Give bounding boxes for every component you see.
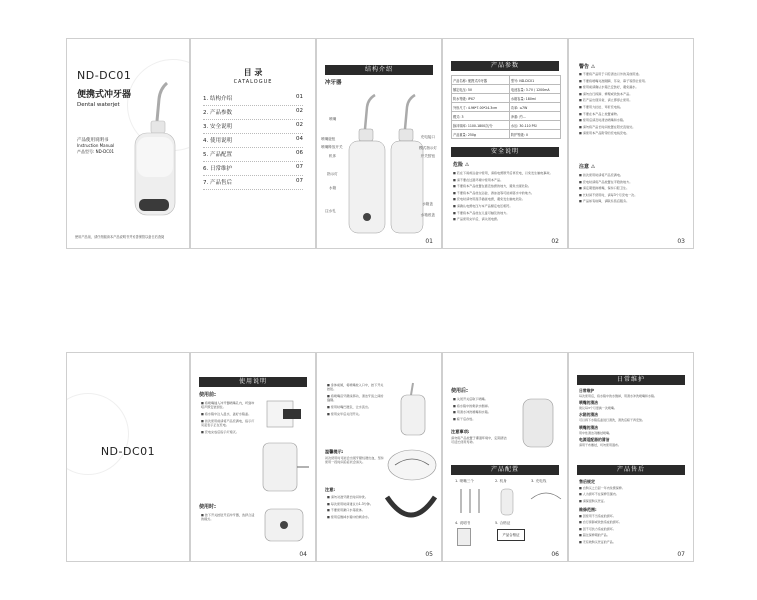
teeth-illustration [383,489,439,529]
list-item: ■ 充电完成后指示灯熄灭。 [201,430,255,434]
toc-item-label: 1. 结构介绍 [203,96,232,102]
params-header: 产品参数 [451,61,559,71]
cover-model: ND-DC01 [77,69,132,82]
table-cell: 模式: 3 [452,112,510,121]
maintenance-panel [568,352,694,562]
warnings-panel [568,38,694,249]
cable-illustration [529,489,563,509]
body-illustration [497,485,517,517]
config-item-manual: 4. 说明书 [455,521,471,525]
device-in-hand-illustration [391,379,437,439]
toc-item[interactable] [203,122,303,134]
table-cell: 水压: 30-110 PSI [509,121,560,130]
list-item: ■ 使用前请确认水箱已安装好，避免漏水。 [579,85,687,89]
nozzles-illustration [455,485,485,515]
toc-item-page: 07 [296,178,303,184]
right-label-tank-cap: 水箱盖 [422,202,433,206]
danger-title [453,161,469,168]
list-item: ■ 自行拆卸或改装造成的损坏。 [579,520,687,524]
in-use-list [201,513,255,524]
warning-triangle-icon: ⚠ [590,64,596,70]
tip-text: 初次使用时可能会出现牙龈轻微出血，坚持使用一段时间后症状会消失。 [325,456,384,465]
table-cell: 型号: ND-DC01 [509,76,560,85]
toc-item-label: 3. 安全说明 [203,124,232,130]
maintenance-sections [579,388,685,449]
table-cell: 防护等级: II [509,130,560,139]
section-text: 用中性清洁剂擦拭喷嘴。 [579,430,613,435]
warning-triangle-icon: ⚠ [590,164,596,170]
section-text: 建议每3个月更换一次喷嘴。 [579,406,617,411]
danger-list [453,171,561,224]
back-cover-model: ND-DC01 [100,445,156,458]
page-number: 02 [551,238,559,245]
section-title: 喷嘴的清洁 [579,400,598,406]
list-item: ■ 若产品出现异常，请立即停止使用。 [579,98,687,102]
list-item: ■ 请定期更换喷嘴，保持口腔卫生。 [579,186,687,190]
config-item-cable: 3. 充电线 [531,479,547,483]
list-item: ■ 不要将喷嘴对准眼睛、耳朵、鼻子等部位使用。 [579,79,687,83]
config-note-text: 请勿将产品放置于潮湿环境中，定期清洁可延长使用寿命。 [451,436,507,445]
cover-title-cn: 便携式冲牙器 [77,90,132,100]
mouth-illustration [385,445,439,483]
toc-item[interactable] [203,164,303,176]
after-sales-header: 产品售后 [577,465,685,475]
config-item-body: 2. 机身 [495,479,507,483]
charging-illustration [255,437,311,497]
section-text: 请用干布擦拭，切勿使用湿布。 [579,442,622,447]
list-item: ■ 每次使用时间建议为1-3分钟。 [327,502,385,506]
table-cell: 防水等级: IPX7 [452,94,510,103]
list-item: ■ 请不要在过湿环境中使用本产品。 [453,178,561,182]
table-row [452,76,561,85]
list-item: ■ 不要将产品用于口腔清洁以外的其他用途。 [579,72,687,76]
list-item: ■ 不要将本产品放置在靠近热源的地方，避免出现危险。 [453,184,561,188]
config-panel [442,352,568,562]
table-cell: 功率: ≤7W [509,103,560,112]
params-panel [442,38,568,249]
params-table [451,75,561,139]
notice-title [579,163,595,170]
list-item: ■ 长时间不使用时，请每3个月充电一次。 [579,193,687,197]
manual-booklet-icon [457,528,471,546]
table-cell: 外形尺寸: 4.96*7.00*24.3cm [452,103,510,112]
toc-item-label: 4. 使用说明 [203,138,232,144]
section-title: 喷嘴的清洁 [579,424,598,430]
list-item: ■ 不要将本产品放在儿童可触及的地方。 [453,211,561,215]
list-item: ■ 将水箱中的剩余水倒掉。 [453,404,507,408]
list-item: ■ 使用后请及时清洁喷嘴和水箱。 [579,118,687,122]
in-use-title: 使用时: [199,504,216,510]
safety-header: 安全说明 [451,147,559,157]
device-front-illustration [347,89,387,239]
certificate-card-label: 产品合格证 [502,533,520,537]
usage-panel [190,352,316,562]
list-item: ■ 若在下雨或浴盆中使用，请将电源断开后再充电，以免发生触电事故。 [453,171,561,175]
list-item: ■ 请确认电源电压与本产品额定电压相符。 [453,204,561,208]
table-cell: 额定电压: 5V [452,85,510,94]
toc-item-page: 02 [296,108,303,114]
power-button-illustration [259,505,309,545]
cover-manual-en: Instruction Manual [77,143,115,148]
list-item: ■ 不要使用漱口水等液体。 [327,508,385,512]
table-row [452,121,561,130]
note-list [327,495,385,521]
toc-panel [190,38,316,249]
config-item-nozzles: 1. 喷嘴三个 [455,479,474,483]
list-item: ■ 产品如有故障，请联系售后服务。 [579,199,687,203]
section-text: 可以拆下水箱底盖进行清洗，清洗后晾干再安装。 [579,418,646,423]
table-row [452,103,561,112]
cover-model-line: 产品型号: ND-DC01 [77,149,115,154]
list-item: ■ 关闭开关后取下喷嘴。 [453,397,507,401]
left-label-nozzle-knob: 喷嘴旋钮 [321,137,336,141]
list-item: ■ 将喷嘴沿牙龈线移动，清洁牙齿之间的缝隙。 [327,394,385,403]
page-number: 06 [551,551,559,558]
toc-item[interactable] [203,136,303,148]
table-row [452,130,561,139]
cover-panel [66,38,190,249]
list-item: ■ 请保留购买凭证。 [579,499,687,503]
right-label-tank-bottom: 水箱底盖 [420,213,435,217]
table-cell: 产品名称: 便携式冲牙器 [452,76,510,85]
tip-title: 温馨提示: [325,449,344,454]
list-item: ■ 请使用本产品附带的充电线充电。 [579,131,687,135]
after-sales-list [579,486,687,505]
toc-item[interactable] [203,108,303,120]
before-use-title: 使用前: [199,392,216,398]
section-title: 电源适配器的清洁 [579,436,610,442]
list-item: ■ 使用时嘴巴微张，让水流出。 [327,405,385,409]
list-item: ■ 自购买之日起一年内免费保修。 [579,486,687,490]
list-item: ■ 请勿对准牙龈长时间冲洗。 [327,495,385,499]
toc-item-page: 06 [296,150,303,156]
toc-item-page: 02 [296,122,303,128]
waterjet-illustration [129,69,179,219]
list-item: ■ 用清水冲洗喷嘴和水箱。 [453,410,507,414]
cover-title-en: Dental waterjet [77,102,120,108]
toc-item-page: 07 [296,164,303,170]
after-use-title: 使用后: [451,388,468,394]
list-item: ■ 将水箱中注入温水，盖好水箱盖。 [201,412,255,416]
usage-list [201,401,255,436]
left-label-body: 机体 [329,154,337,158]
toc-item-label: 2. 产品参数 [203,110,232,116]
config-note-title: 注意事项: [451,429,470,434]
list-item: ■ 首次使用时请将产品充满电。 [579,173,687,177]
table-cell: 水箱容量: 180ml [509,94,560,103]
list-item: ■ 充电时请勿用湿手插拔电源，避免发生触电危险。 [453,197,561,201]
table-row [452,94,561,103]
device-cleaning-illustration [513,389,563,453]
list-item: ■ 产品使用完毕后，请关闭电源。 [453,217,561,221]
table-cell: 脉冲频率: 1100-1800次/分 [452,121,510,130]
list-item: ■ 无有效购买凭证的产品。 [579,540,687,544]
list-item: ■ 身体前倾，将喷嘴放入口中，按下开关按钮。 [327,383,385,392]
table-cell: 电池容量: 3.7V / 1200mA [509,85,560,94]
certificate-card [497,529,525,541]
table-row [452,85,561,94]
config-item-certificate: 5. 合格证 [495,521,511,525]
wall-socket-illustration [261,397,309,433]
table-row [452,112,561,121]
config-header: 产品配置 [451,465,559,475]
warning-title-text: 警告 [579,64,590,70]
exception-title: 维修范围: [579,507,597,512]
back-watermark [66,393,129,475]
after-sales-title: 售后规定 [579,479,595,484]
notice-title-text: 注意 [579,164,590,170]
cover-footer: 使用产品前，请仔细阅读本产品说明书并妥善保管以备日后查阅 [75,234,165,239]
list-item: ■ 因使用不当造成的损坏。 [579,514,687,518]
left-label-release: 喷嘴释放开关 [321,145,343,149]
toc-subtitle: CATALOGUE [233,79,273,85]
section-title: 日常维护 [579,388,595,393]
list-item: ■ 将喷嘴插入冲牙器喷嘴孔内，听到咔嗒声即安装到位。 [201,401,255,410]
exception-list [579,514,687,546]
warning-title [579,63,595,70]
toc-item-label: 5. 产品配置 [203,152,232,158]
list-item: ■ 按下开关按钮开启冲牙器，选择合适的模式。 [201,513,255,522]
usage-header: 使用说明 [199,377,307,387]
list-item: ■ 晾干后存放。 [453,417,507,421]
toc-item-label: 6. 日常维护 [203,166,232,172]
after-use-list [453,397,507,423]
toc-list [203,94,303,192]
cover-manual-cn: 产品使用说明书 [77,138,109,143]
note-title: 注意: [325,487,336,492]
left-label-nozzle: 喷嘴 [329,117,337,121]
page-number: 07 [677,551,685,558]
notice-list [579,173,687,206]
structure-header: 结构介绍 [325,65,433,75]
warning-list [579,72,687,138]
maintenance-header: 日常维护 [577,375,685,385]
table-cell: 产品重量: 250g [452,130,510,139]
page-number: 01 [425,238,433,245]
table-cell: 净重: 约... [509,112,560,121]
list-item: ■ 不要将本产品放在浴盆、游泳池等可能掉落水中的地方。 [453,191,561,195]
right-label-charge-port: 充电接口 [420,135,435,139]
list-item: ■ 使用后倒掉水箱中的剩余水。 [327,515,385,519]
toc-item-page: 01 [296,94,303,100]
toc-item[interactable] [203,150,303,162]
list-item: ■ 充电时请将产品放置在平稳的地方。 [579,180,687,184]
danger-title-text: 危险 [453,162,464,168]
list-item: ■ 请勿自行拆卸、修理或改装本产品。 [579,92,687,96]
toc-item-label: 7. 产品售后 [203,180,232,186]
list-item: ■ 不要用力拉扯、弯折充电线。 [579,105,687,109]
right-label-switch: 开关按钮 [420,154,435,158]
page-number: 04 [299,551,307,558]
structure-device-label: 冲牙器 [325,80,342,86]
page-number: 03 [677,238,685,245]
list-item: ■ 首次使用前请将产品充满电，指示灯亮起表示正在充电。 [201,419,255,428]
toc-item[interactable] [203,178,303,190]
list-item: ■ 人为损坏不在保修范围内。 [579,492,687,496]
left-label-indicator: 指示灯 [327,172,338,176]
back-cover-panel [66,352,190,562]
toc-item[interactable] [203,94,303,106]
usage2-list [327,383,385,418]
toc-title: 目 录 [243,68,263,77]
list-item: ■ 超过保修期的产品。 [579,533,687,537]
section-title: 水箱的清洁 [579,412,598,418]
page-number: 05 [425,551,433,558]
left-label-fill-hole: 注水孔 [325,209,336,213]
right-label-mode-light: 模式指示灯 [419,146,437,150]
warning-triangle-icon: ⚠ [464,162,470,168]
list-item: ■ 因不可抗力造成的损坏。 [579,527,687,531]
toc-item-page: 04 [296,136,303,142]
usage2-panel [316,352,442,562]
section-text: 每次使用后，将水箱中的水倒掉，用清水冲洗喷嘴和水箱。 [579,394,658,398]
list-item: ■ 不要在本产品上放置重物。 [579,112,687,116]
list-item: ■ 请勿将产品长时间放置在阳光直射处。 [579,125,687,129]
structure-panel [316,38,442,249]
left-label-tank: 水箱 [329,186,337,190]
list-item: ■ 使用完毕后关闭开关。 [327,412,385,416]
